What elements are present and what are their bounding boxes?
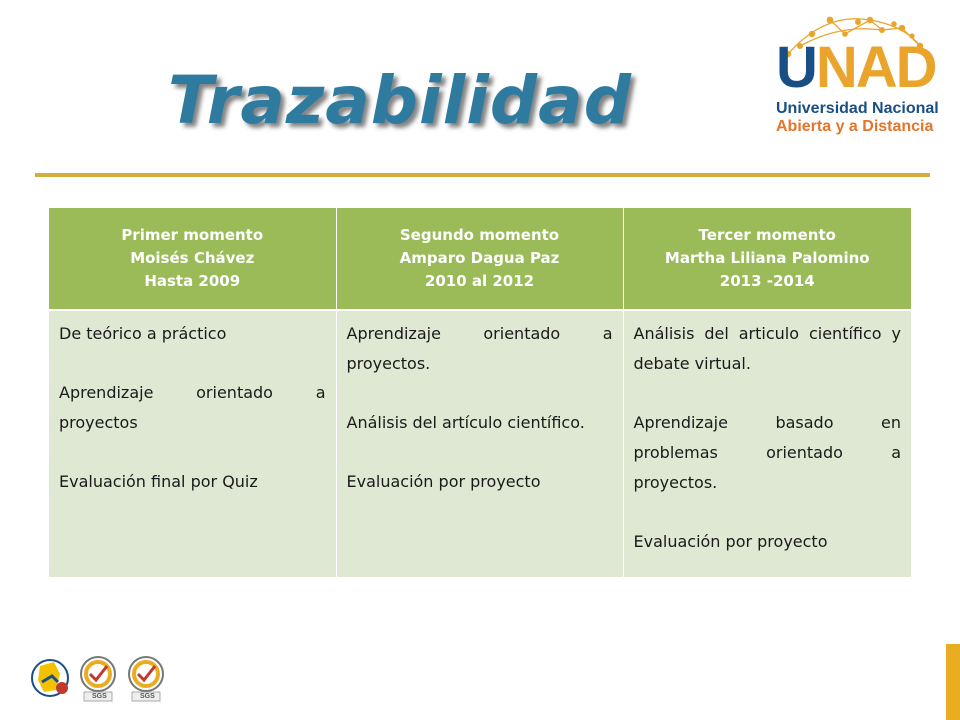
cell-item: Análisis del articulo científico y debate virtual.	[633, 324, 901, 373]
header-period: 2010 al 2012	[424, 272, 535, 290]
cell-second-moment	[336, 310, 623, 577]
cell-item: De teórico a práctico	[59, 324, 227, 343]
header-label: Tercer momento	[698, 226, 836, 244]
traceability-table	[49, 208, 911, 577]
header-label: Segundo momento	[399, 226, 560, 244]
slide-title: Trazabilidad	[168, 62, 632, 139]
cell-item: Evaluación por proyecto	[346, 472, 541, 491]
table-header-row	[49, 208, 911, 310]
sgs-label: SGS	[140, 693, 155, 700]
header-period: Hasta 2009	[144, 272, 241, 290]
title-divider	[35, 173, 930, 177]
cell-item: Evaluación por proyecto	[633, 532, 828, 551]
logo-wordmark	[776, 35, 936, 100]
certification-badges	[28, 652, 173, 704]
cell-item: Aprendizaje basado en problemas orientado a proyectos.	[633, 413, 901, 492]
header-person: Amparo Dagua Paz	[399, 249, 560, 267]
cell-item: Análisis del artículo científico.	[346, 413, 585, 432]
sgs-label: SGS	[92, 693, 107, 700]
cell-item: Evaluación final por Quiz	[59, 472, 258, 491]
cell-item: Aprendizaje orientado a proyectos.	[346, 324, 613, 373]
logo-letters-nad: NAD	[815, 35, 936, 100]
header-first-moment	[49, 208, 336, 310]
cell-third-moment	[623, 310, 911, 577]
logo-subtitle-line1: Universidad Nacional	[776, 100, 939, 117]
table-row	[49, 310, 911, 577]
colombia-quality-seal-icon	[32, 660, 68, 696]
header-person: Moisés Chávez	[130, 249, 255, 267]
corner-accent-bar	[946, 644, 960, 720]
logo-letter-u: U	[776, 35, 816, 100]
header-period: 2013 -2014	[719, 272, 815, 290]
header-person: Martha Liliana Palomino	[664, 249, 870, 267]
header-second-moment	[336, 208, 623, 310]
header-label: Primer momento	[121, 226, 264, 244]
unad-logo	[770, 16, 940, 146]
logo-subtitle-line2: Abierta y a Distancia	[776, 118, 934, 135]
cell-first-moment	[49, 310, 336, 577]
header-third-moment	[623, 208, 911, 310]
cell-item: Aprendizaje orientado a proyectos	[59, 383, 326, 432]
